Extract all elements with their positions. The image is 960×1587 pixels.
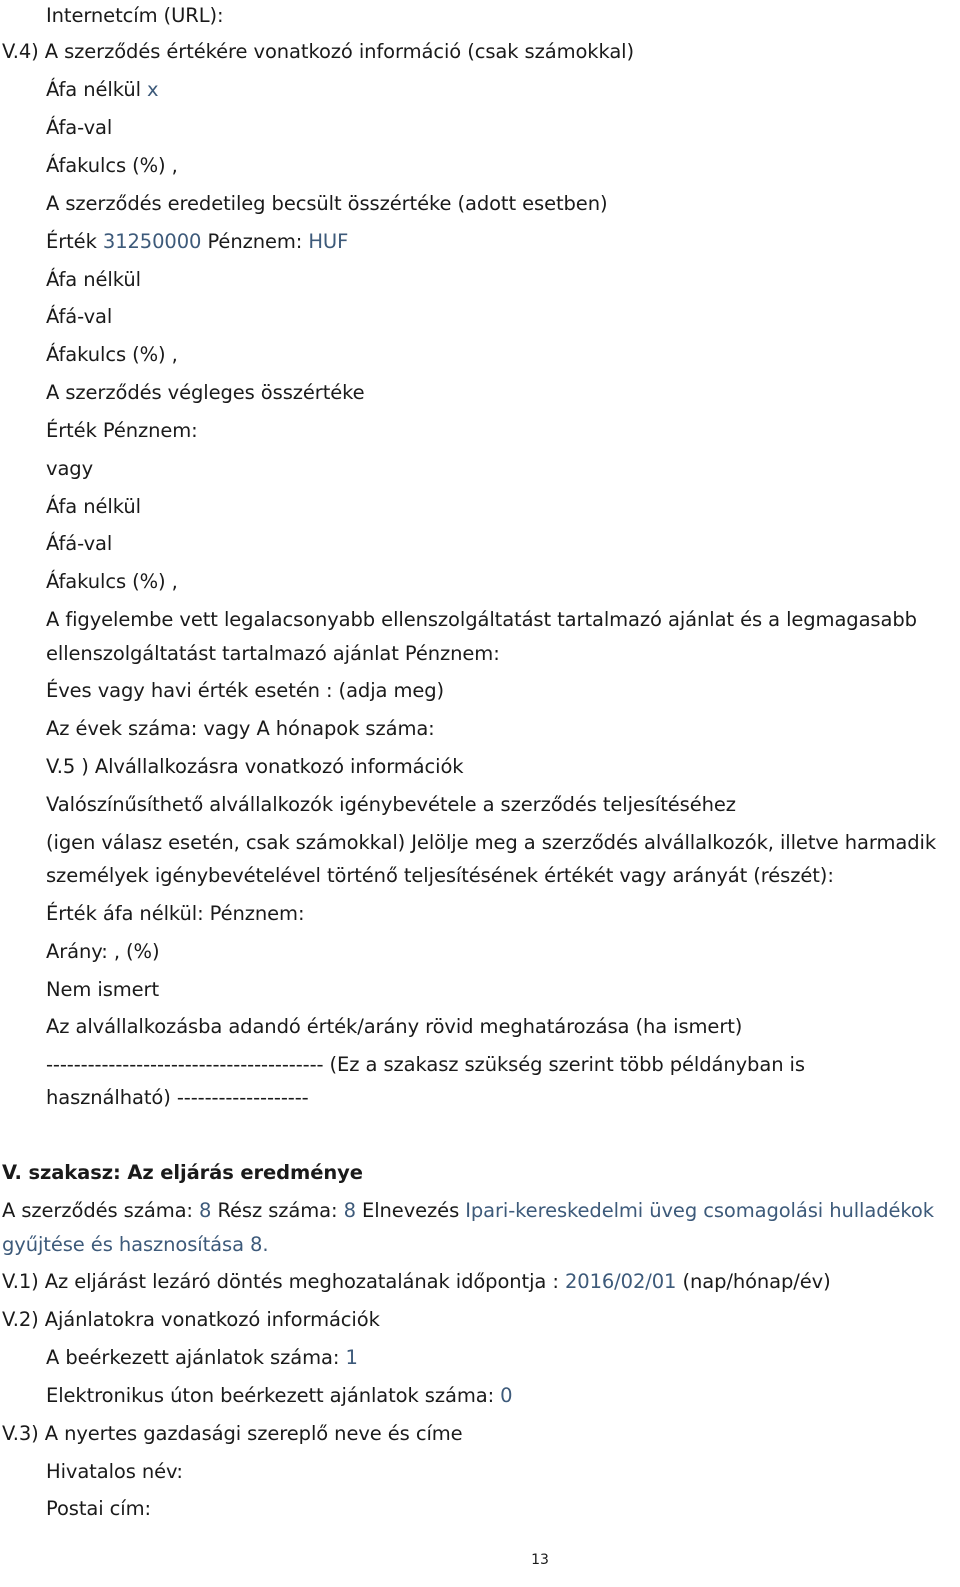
vat-rate-line: Áfakulcs (%) , [46,154,178,177]
e-offers-received-label: Elektronikus úton beérkezett ajánlatok száma: [46,1384,495,1407]
name-label: Elnevezés [362,1199,460,1222]
vat-excluded-line-3: Áfa nélkül [46,495,141,518]
contract-name-value-2: gyűjtése és hasznosítása 8. [2,1233,269,1256]
contract-number-line [2,1199,934,1223]
vat-rate-line-2: Áfakulcs (%) , [46,343,178,366]
lowest-highest-offer-line-1: A figyelembe vett legalacsonyabb ellenszolgáltatást tartalmazó ajánlat és a legmagasabb [46,608,917,631]
annual-monthly-line: Éves vagy havi érték esetén : (adja meg) [46,679,445,702]
url-label: Internetcím (URL): [46,4,224,27]
final-value-line: Érték Pénznem: [46,419,198,442]
vat-excluded-value: x [147,78,159,101]
part-number-label: Rész száma: [217,1199,338,1222]
value-excl-vat-line: Érték áfa nélkül: Pénznem: [46,902,305,925]
repeat-note-line-1: ---------------------------------------- (Ez a szakasz szükség szerint több példányban is [46,1053,805,1076]
years-months-line: Az évek száma: vagy A hónapok száma: [46,717,435,740]
offers-received-value: 1 [345,1346,358,1369]
postal-address-label: Postai cím: [46,1497,151,1520]
contract-name-value-1: Ipari-kereskedelmi üveg csomagolási hulladékok [465,1199,934,1222]
vat-rate-line-3: Áfakulcs (%) , [46,570,178,593]
vat-excluded-line-2: Áfa nélkül [46,268,141,291]
official-name-label: Hivatalos név: [46,1460,183,1483]
offers-received-line [46,1346,358,1370]
value-label: Érték [46,230,97,253]
decision-date-value: 2016/02/01 [564,1270,677,1293]
decision-date-line [2,1270,831,1294]
ratio-line: Arány: , (%) [46,940,160,963]
section-v5-heading: V.5 ) Alvállalkozásra vonatkozó információk [46,755,464,778]
or-line: vagy [46,457,94,480]
vat-included-line-2: Áfá-val [46,305,113,328]
part-number-value: 8 [343,1199,356,1222]
subcontractor-share-line-1: (igen válasz esetén, csak számokkal) Jelölje meg a szerződés alvállalkozók, illetve harmadik [46,831,937,854]
contract-number-label: A szerződés száma: [2,1199,193,1222]
estimated-value: 31250000 [102,230,202,253]
vat-included-line-3: Áfá-val [46,532,113,555]
e-offers-received-value: 0 [500,1384,513,1407]
section-v-result-heading: V. szakasz: Az eljárás eredménye [2,1161,363,1184]
not-known-line: Nem ismert [46,978,160,1001]
section-v3-heading: V.3) A nyertes gazdasági szereplő neve és címe [2,1422,463,1445]
decision-date-label: V.1) Az eljárást lezáró döntés meghozatalának időpontja : [2,1270,559,1293]
estimated-value-line [46,230,348,254]
repeat-note-line-2: használható) ------------------- [46,1086,309,1109]
section-v2-heading: V.2) Ajánlatokra vonatkozó információk [2,1308,380,1331]
subcontract-description-line: Az alvállalkozásba adandó érték/arány rövid meghatározása (ha ismert) [46,1015,743,1038]
subcontractor-likely-line: Valószínűsíthető alvállalkozók igénybevétele a szerződés teljesítéséhez [46,793,736,816]
section-v4-heading: V.4) A szerződés értékére vonatkozó információ (csak számokkal) [2,40,635,63]
offers-received-label: A beérkezett ajánlatok száma: [46,1346,340,1369]
currency-label: Pénznem: [207,230,303,253]
vat-excluded-line [46,78,158,102]
contract-number-value: 8 [199,1199,212,1222]
lowest-highest-offer-line-2: ellenszolgáltatást tartalmazó ajánlat Pénznem: [46,642,500,665]
estimated-total-heading: A szerződés eredetileg becsült összértéke (adott esetben) [46,192,608,215]
decision-date-format: (nap/hónap/év) [682,1270,831,1293]
page-number: 13 [531,1552,549,1568]
vat-included-line: Áfa-val [46,116,113,139]
final-total-heading: A szerződés végleges összértéke [46,381,365,404]
vat-excluded-label: Áfa nélkül [46,78,141,101]
e-offers-received-line [46,1384,512,1408]
currency-value: HUF [308,230,349,253]
subcontractor-share-line-2: személyek igénybevételével történő teljesítésének értékét vagy arányát (részét): [46,864,834,887]
